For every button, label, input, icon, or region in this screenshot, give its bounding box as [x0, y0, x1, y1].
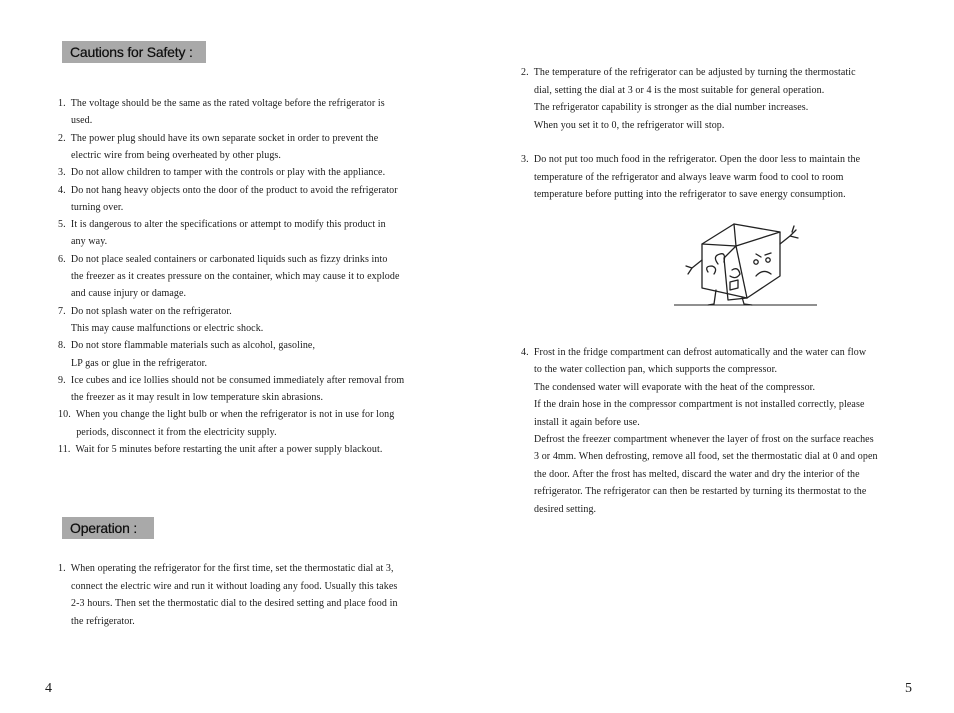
text-line: 10. When you change the light bulb or when the refrigerator is not in use for long: [58, 409, 395, 421]
text-line: 2. The temperature of the refrigerator can be adjusted by turning the thermostatic: [521, 67, 856, 78]
text-line: 3 or 4mm. When defrosting, remove all food, set the thermostatic dial at 0 and open: [521, 451, 878, 463]
text-line: When you set it to 0, the refrigerator will stop.: [521, 119, 725, 131]
text-line: 1. The voltage should be the same as the rated voltage before the refrigerator is: [58, 98, 385, 109]
text-line: periods, disconnect it from the electricity supply.: [58, 426, 277, 438]
text-line: the door. After the frost has melted, discard the water and dry the interior of the: [521, 468, 860, 480]
text-line: the freezer as it creates pressure on the container, which may cause it to explode: [58, 271, 400, 282]
text-line: 3. Do not allow children to tamper with the controls or play with the appliance.: [58, 167, 386, 179]
text-line: refrigerator. The refrigerator can then be restarted by turning its thermostat to the: [521, 486, 867, 498]
text-line: If the drain hose in the compressor compartment is not installed correctly, please: [521, 399, 865, 411]
text-line: install it again before use.: [521, 416, 640, 428]
page-number-right: 5: [905, 681, 912, 696]
safety-heading: Cautions for Safety :: [62, 41, 206, 63]
text-line: Defrost the freezer compartment whenever the layer of frost on the surface reaches: [521, 434, 874, 445]
text-line: temperature before putting into the refrigerator to save energy consumption.: [521, 189, 846, 200]
defrost-paragraph: [521, 0, 941, 713]
text-line: any way.: [58, 236, 108, 248]
text-line: The condensed water will evaporate with the heat of the compressor.: [521, 381, 816, 393]
text-line: electric wire from being overheated by other plugs.: [58, 149, 282, 161]
text-line: 4. Do not hang heavy objects onto the door of the product to avoid the refrigerator: [58, 184, 398, 196]
text-line: 1. When operating the refrigerator for the first time, set the thermostatic dial at 3,: [58, 563, 394, 574]
text-line: 2. The power plug should have its own separate socket in order to prevent the: [58, 132, 379, 144]
text-line: LP gas or glue in the refrigerator.: [58, 357, 208, 369]
text-line: connect the electric wire and run it without loading any food. Usually this takes: [58, 580, 398, 592]
text-line: temperature of the refrigerator and always leave warm food to cool to room: [521, 171, 844, 183]
text-line: dial, setting the dial at 3 or 4 is the most suitable for general operation.: [521, 84, 825, 96]
text-line: the refrigerator.: [58, 615, 135, 627]
operation-list: [58, 0, 458, 713]
text-line: to the water collection pan, which supports the compressor.: [521, 364, 778, 376]
text-line: and cause injury or damage.: [58, 288, 187, 300]
text-line: the freezer as it may result in low temperature skin abrasions.: [58, 392, 324, 404]
page-number-left: 4: [45, 681, 52, 696]
text-line: 3. Do not put too much food in the refrigerator. Open the door less to maintain the: [521, 154, 861, 165]
text-line: 9. Ice cubes and ice lollies should not be consumed immediately after removal from: [58, 374, 405, 386]
text-line: 2-3 hours. Then set the thermostatic dial to the desired setting and place food in: [58, 598, 398, 609]
text-line: This may cause malfunctions or electric shock.: [58, 322, 264, 334]
text-line: 6. Do not place sealed containers or carbonated liquids such as fizzy drinks into: [58, 253, 388, 265]
operation-heading: Operation :: [62, 517, 154, 539]
text-line: 5. It is dangerous to alter the specifications or attempt to modify this product in: [58, 219, 386, 231]
text-line: 4. Frost in the fridge compartment can defrost automatically and the water can flow: [521, 347, 867, 358]
text-line: 8. Do not store flammable materials such as alcohol, gasoline,: [58, 340, 316, 352]
text-line: used.: [58, 115, 93, 127]
text-line: turning over.: [58, 201, 124, 213]
text-line: desired setting.: [521, 503, 597, 515]
text-line: 11. Wait for 5 minutes before restarting the unit after a power supply blackout.: [58, 444, 383, 455]
text-line: 7. Do not splash water on the refrigerator.: [58, 305, 232, 317]
text-line: The refrigerator capability is stronger as the dial number increases.: [521, 102, 809, 113]
